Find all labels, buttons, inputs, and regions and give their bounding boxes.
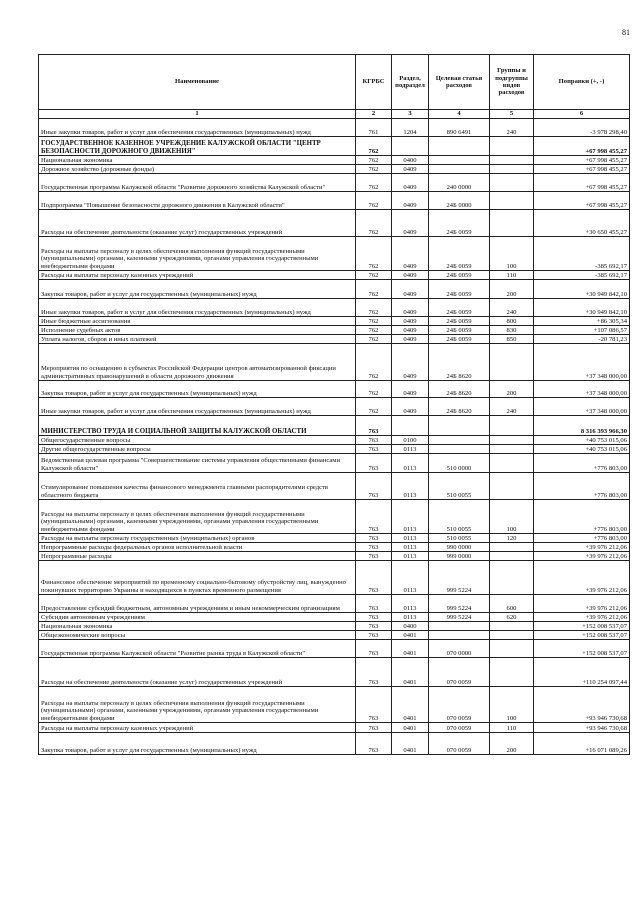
row-group: 100 [490, 687, 534, 723]
row-section: 0401 [392, 733, 429, 755]
row-kgrbs: 762 [356, 237, 392, 271]
table-row [39, 271, 630, 280]
row-name: Национальная экономика [39, 622, 356, 631]
row-section: 0409 [392, 326, 429, 335]
row-amount: +37 348 000,00 [534, 398, 630, 416]
row-target [429, 631, 490, 640]
row-target: 070 0000 [429, 640, 490, 658]
row-group [490, 640, 534, 658]
row-group: 850 [490, 335, 534, 344]
row-name: Государственная программа Калужской области "Развитие дорожного хозяйства Калужской области" [39, 174, 356, 192]
row-group [490, 416, 534, 436]
table-row [39, 622, 630, 631]
row-kgrbs: 763 [356, 723, 392, 733]
row-amount: +776 803,00 [534, 500, 630, 534]
row-section: 0409 [392, 237, 429, 271]
row-section: 0409 [392, 398, 429, 416]
table-row [39, 436, 630, 445]
row-group [490, 436, 534, 445]
row-group: 240 [490, 299, 534, 317]
row-name: Расходы на выплаты персоналу казенных учреждений [39, 271, 356, 280]
row-kgrbs: 762 [356, 271, 392, 280]
row-target: 999 5224 [429, 595, 490, 613]
row-section: 0409 [392, 210, 429, 237]
row-kgrbs: 763 [356, 687, 392, 723]
row-section [392, 137, 429, 156]
row-kgrbs: 762 [356, 137, 392, 156]
row-kgrbs: 763 [356, 613, 392, 622]
row-target: 24Б 0059 [429, 335, 490, 344]
column-number: 4 [429, 110, 490, 119]
row-name: Дорожное хозяйство (дорожные фонды) [39, 165, 356, 174]
table-row [39, 473, 630, 500]
row-group [490, 631, 534, 640]
table-row [39, 561, 630, 595]
row-amount: +776 803,00 [534, 454, 630, 473]
column-number-row [39, 110, 630, 119]
row-name: МИНИСТЕРСТВО ТРУДА И СОЦИАЛЬНОЙ ЗАЩИТЫ КАЛУЖСКОЙ ОБЛАСТИ [39, 416, 356, 436]
table-row [39, 165, 630, 174]
row-name: Государственная программа Калужской области "Развитие рынка труда в Калужской области" [39, 640, 356, 658]
row-target: 999 0000 [429, 552, 490, 561]
header-section: Раздел, подраздел [392, 55, 429, 110]
table-row [39, 326, 630, 335]
row-kgrbs: 762 [356, 398, 392, 416]
row-amount: +30 949 842,10 [534, 280, 630, 299]
row-section: 0409 [392, 192, 429, 210]
row-name: Финансовое обеспечение мероприятий по временному социально-бытовому обустройству лиц, вынужденно покинувших территорию Украины и находящихся в пунктах временного размещения [39, 561, 356, 595]
row-group: 120 [490, 534, 534, 543]
row-kgrbs: 762 [356, 344, 392, 381]
row-group: 620 [490, 613, 534, 622]
row-name: Иные закупки товаров, работ и услуг для обеспечения государственных (муниципальных) нужд [39, 398, 356, 416]
row-amount: +67 998 455,27 [534, 156, 630, 165]
row-target: 24Б 0059 [429, 237, 490, 271]
row-target: 070 0059 [429, 723, 490, 733]
row-target: 24Б 0059 [429, 210, 490, 237]
row-group [490, 561, 534, 595]
row-kgrbs: 763 [356, 631, 392, 640]
table-row [39, 733, 630, 755]
row-kgrbs: 763 [356, 543, 392, 552]
row-name: Исполнение судебных актов [39, 326, 356, 335]
row-section: 0409 [392, 335, 429, 344]
row-group [490, 543, 534, 552]
row-amount: +16 071 089,26 [534, 733, 630, 755]
row-amount: +39 976 212,06 [534, 543, 630, 552]
row-amount: +152 008 537,07 [534, 640, 630, 658]
column-number: 6 [534, 110, 630, 119]
table-row [39, 210, 630, 237]
table-row [39, 280, 630, 299]
row-target: 070 0059 [429, 658, 490, 687]
row-name: Расходы на выплаты персоналу казенных учреждений [39, 723, 356, 733]
table-row [39, 454, 630, 473]
row-kgrbs: 763 [356, 436, 392, 445]
header-kgrbs: КГРБС [356, 55, 392, 110]
row-section: 0409 [392, 344, 429, 381]
row-target: 890 6491 [429, 119, 490, 137]
row-kgrbs: 761 [356, 119, 392, 137]
table-row [39, 299, 630, 317]
row-amount: +39 976 212,06 [534, 561, 630, 595]
row-section: 0409 [392, 271, 429, 280]
table-row [39, 543, 630, 552]
table-row [39, 174, 630, 192]
row-name: Общегосударственные вопросы [39, 436, 356, 445]
row-section: 0409 [392, 174, 429, 192]
row-kgrbs: 763 [356, 445, 392, 454]
row-amount: +86 305,34 [534, 317, 630, 326]
row-name: Непрограммные расходы федеральных органов исполнительной власти [39, 543, 356, 552]
row-name: Предоставление субсидий бюджетным, автономным учреждениям и иным некоммерческим организациям [39, 595, 356, 613]
row-amount: +67 998 455,27 [534, 165, 630, 174]
row-group: 200 [490, 280, 534, 299]
page-number: 81 [622, 28, 630, 37]
row-section: 0113 [392, 561, 429, 595]
row-section: 0113 [392, 543, 429, 552]
row-amount: -385 692,17 [534, 237, 630, 271]
row-name: Субсидии автономным учреждениям [39, 613, 356, 622]
row-kgrbs: 763 [356, 454, 392, 473]
row-name: Расходы на обеспечение деятельности (оказание услуг) государственных учреждений [39, 210, 356, 237]
header-name: Наименование [39, 55, 356, 110]
header-target: Целевая статья расходов [429, 55, 490, 110]
row-name: Иные закупки товаров, работ и услуг для обеспечения государственных (муниципальных) нужд [39, 299, 356, 317]
row-group [490, 552, 534, 561]
row-amount: -20 781,23 [534, 335, 630, 344]
row-amount: +776 803,00 [534, 534, 630, 543]
row-group: 110 [490, 723, 534, 733]
row-section: 0400 [392, 622, 429, 631]
table-row [39, 640, 630, 658]
row-kgrbs: 762 [356, 280, 392, 299]
row-target [429, 622, 490, 631]
row-group: 240 [490, 398, 534, 416]
row-kgrbs: 762 [356, 317, 392, 326]
row-amount: +67 998 455,27 [534, 174, 630, 192]
row-group [490, 156, 534, 165]
row-name: Закупка товаров, работ и услуг для государственных (муниципальных) нужд [39, 280, 356, 299]
row-name: Непрограммные расходы [39, 552, 356, 561]
row-target: 510 0055 [429, 534, 490, 543]
row-name: Национальная экономика [39, 156, 356, 165]
row-name: Уплата налогов, сборов и иных платежей [39, 335, 356, 344]
row-kgrbs: 763 [356, 473, 392, 500]
row-target: 24Б 0059 [429, 299, 490, 317]
row-target: 510 0055 [429, 473, 490, 500]
row-section: 0401 [392, 631, 429, 640]
row-kgrbs: 763 [356, 416, 392, 436]
row-name: Закупка товаров, работ и услуг для государственных (муниципальных) нужд [39, 733, 356, 755]
row-amount: +110 254 097,44 [534, 658, 630, 687]
row-group: 240 [490, 119, 534, 137]
table-row [39, 416, 630, 436]
table-row [39, 381, 630, 398]
table-row [39, 398, 630, 416]
header-group: Группы и подгруппы видов расходов [490, 55, 534, 110]
row-amount: +93 946 730,68 [534, 723, 630, 733]
row-section: 1204 [392, 119, 429, 137]
row-target: 999 5224 [429, 561, 490, 595]
row-amount: +40 753 015,06 [534, 445, 630, 454]
row-target: 24Б 0059 [429, 271, 490, 280]
table-row [39, 335, 630, 344]
row-section: 0409 [392, 317, 429, 326]
budget-amendments-table [38, 54, 630, 755]
row-group: 200 [490, 733, 534, 755]
row-amount: +39 976 212,06 [534, 613, 630, 622]
row-section: 0409 [392, 299, 429, 317]
row-kgrbs: 762 [356, 165, 392, 174]
row-kgrbs: 762 [356, 210, 392, 237]
row-name: Расходы на обеспечение деятельности (оказание услуг) государственных учреждений [39, 658, 356, 687]
row-target: 24Б 8620 [429, 381, 490, 398]
table-row [39, 445, 630, 454]
table-row [39, 631, 630, 640]
row-target: 24Б 0000 [429, 192, 490, 210]
row-amount: +67 998 455,27 [534, 192, 630, 210]
row-section: 0409 [392, 280, 429, 299]
row-kgrbs: 763 [356, 500, 392, 534]
row-target: 990 0000 [429, 543, 490, 552]
row-name: Расходы на выплаты персоналу в целях обеспечения выполнения функций государственными (муниципальными) органами, казенными учреждениями, органами управления государственными внебюджетными фондами [39, 687, 356, 723]
table-row [39, 137, 630, 156]
row-name: Расходы на выплаты персоналу в целях обеспечения выполнения функций государственными (муниципальными) органами, казенными учреждениями, органами управления государственными внебюджетными фондами [39, 500, 356, 534]
table-header-row [39, 55, 630, 110]
row-section: 0401 [392, 723, 429, 733]
row-amount: +39 976 212,06 [534, 552, 630, 561]
row-amount: +67 998 455,27 [534, 137, 630, 156]
row-kgrbs: 762 [356, 174, 392, 192]
row-name: Ведомственная целевая программа "Совершенствование системы управления общественными финансами Калужской области" [39, 454, 356, 473]
row-target: 24Б 0059 [429, 326, 490, 335]
row-amount: +107 086,57 [534, 326, 630, 335]
row-group [490, 210, 534, 237]
row-section: 0113 [392, 534, 429, 543]
row-target [429, 416, 490, 436]
table-row [39, 658, 630, 687]
row-section: 0401 [392, 658, 429, 687]
table-row [39, 156, 630, 165]
table-row [39, 687, 630, 723]
row-kgrbs: 763 [356, 552, 392, 561]
row-name: Стимулирование повышения качества финансового менеджмента главными распорядителями средств областного бюджета [39, 473, 356, 500]
table-row [39, 500, 630, 534]
row-target: 070 0059 [429, 733, 490, 755]
table-row [39, 723, 630, 733]
column-number: 3 [392, 110, 429, 119]
row-group: 600 [490, 595, 534, 613]
row-group [490, 137, 534, 156]
row-name: Общеэкономические вопросы [39, 631, 356, 640]
row-amount: +152 008 537,07 [534, 631, 630, 640]
table-row [39, 119, 630, 137]
row-group [490, 344, 534, 381]
row-kgrbs: 763 [356, 622, 392, 631]
row-section: 0400 [392, 156, 429, 165]
table-row [39, 192, 630, 210]
column-number: 1 [39, 110, 356, 119]
row-kgrbs: 763 [356, 733, 392, 755]
row-section: 0113 [392, 500, 429, 534]
row-group [490, 658, 534, 687]
table-row [39, 613, 630, 622]
row-group [490, 192, 534, 210]
row-target: 24Б 0059 [429, 317, 490, 326]
row-target [429, 165, 490, 174]
row-target: 510 0055 [429, 500, 490, 534]
row-kgrbs: 763 [356, 561, 392, 595]
row-target: 510 0000 [429, 454, 490, 473]
row-group: 100 [490, 500, 534, 534]
row-amount: -385 692,17 [534, 271, 630, 280]
row-section [392, 416, 429, 436]
row-group: 200 [490, 381, 534, 398]
row-amount: +30 650 455,27 [534, 210, 630, 237]
row-amount: +93 946 730,68 [534, 687, 630, 723]
row-group [490, 174, 534, 192]
row-name: Подпрограмма "Повышение безопасности дорожного движения в Калужской области" [39, 192, 356, 210]
row-name: Другие общегосударственные вопросы [39, 445, 356, 454]
table-row [39, 237, 630, 271]
row-name: Расходы на выплаты персоналу государственных (муниципальных) органов [39, 534, 356, 543]
row-target [429, 445, 490, 454]
row-name: Мероприятия по оснащению в субъектах Российской Федерации центров автоматизированной фиксации административных правонарушений в области дорожного движения [39, 344, 356, 381]
row-target: 999 5224 [429, 613, 490, 622]
row-section: 0401 [392, 640, 429, 658]
row-section: 0113 [392, 595, 429, 613]
row-kgrbs: 763 [356, 658, 392, 687]
row-kgrbs: 763 [356, 534, 392, 543]
row-section: 0113 [392, 445, 429, 454]
row-amount: -3 978 298,40 [534, 119, 630, 137]
row-kgrbs: 762 [356, 156, 392, 165]
row-name: Расходы на выплаты персоналу в целях обеспечения выполнения функций государственными (муниципальными) органами, казенными учреждениями, органами управления государственными внебюджетными фондами [39, 237, 356, 271]
row-amount: 8 316 393 966,30 [534, 416, 630, 436]
row-group: 800 [490, 317, 534, 326]
row-kgrbs: 762 [356, 335, 392, 344]
row-target [429, 137, 490, 156]
row-target: 240 0000 [429, 174, 490, 192]
row-target: 24Б 8620 [429, 344, 490, 381]
row-section: 0409 [392, 381, 429, 398]
row-kgrbs: 763 [356, 640, 392, 658]
row-name: Закупка товаров, работ и услуг для государственных (муниципальных) нужд [39, 381, 356, 398]
row-kgrbs: 762 [356, 326, 392, 335]
row-kgrbs: 762 [356, 381, 392, 398]
column-number: 5 [490, 110, 534, 119]
row-section: 0113 [392, 613, 429, 622]
table-row [39, 552, 630, 561]
row-section: 0113 [392, 552, 429, 561]
row-group: 110 [490, 271, 534, 280]
row-section: 0113 [392, 454, 429, 473]
header-amendment: Поправки (+, -) [534, 55, 630, 110]
row-group [490, 622, 534, 631]
row-section: 0401 [392, 687, 429, 723]
row-group [490, 454, 534, 473]
row-target [429, 436, 490, 445]
row-amount: +39 976 212,06 [534, 595, 630, 613]
row-amount: +37 348 000,00 [534, 344, 630, 381]
row-target: 24Б 8620 [429, 398, 490, 416]
row-target [429, 156, 490, 165]
row-amount: +40 753 015,06 [534, 436, 630, 445]
row-name: Иные бюджетные ассигнования [39, 317, 356, 326]
row-group [490, 165, 534, 174]
row-section: 0113 [392, 473, 429, 500]
table-row [39, 595, 630, 613]
row-kgrbs: 763 [356, 595, 392, 613]
row-amount: +30 949 842,10 [534, 299, 630, 317]
row-kgrbs: 762 [356, 192, 392, 210]
table-body [39, 119, 630, 755]
row-group [490, 473, 534, 500]
row-kgrbs: 762 [356, 299, 392, 317]
row-target: 070 0059 [429, 687, 490, 723]
row-amount: +37 348 000,00 [534, 381, 630, 398]
row-amount: +776 803,00 [534, 473, 630, 500]
row-group [490, 445, 534, 454]
row-amount: +152 008 537,07 [534, 622, 630, 631]
table-row [39, 317, 630, 326]
table-row [39, 344, 630, 381]
row-section: 0100 [392, 436, 429, 445]
table-row [39, 534, 630, 543]
row-name: Иные закупки товаров, работ и услуг для обеспечения государственных (муниципальных) нужд [39, 119, 356, 137]
row-target: 24Б 0059 [429, 280, 490, 299]
row-group: 100 [490, 237, 534, 271]
row-name: ГОСУДАРСТВЕННОЕ КАЗЕННОЕ УЧРЕЖДЕНИЕ КАЛУЖСКОЙ ОБЛАСТИ "ЦЕНТР БЕЗОПАСНОСТИ ДОРОЖНОГО ДВИЖЕНИЯ" [39, 137, 356, 156]
row-section: 0409 [392, 165, 429, 174]
row-group: 830 [490, 326, 534, 335]
column-number: 2 [356, 110, 392, 119]
